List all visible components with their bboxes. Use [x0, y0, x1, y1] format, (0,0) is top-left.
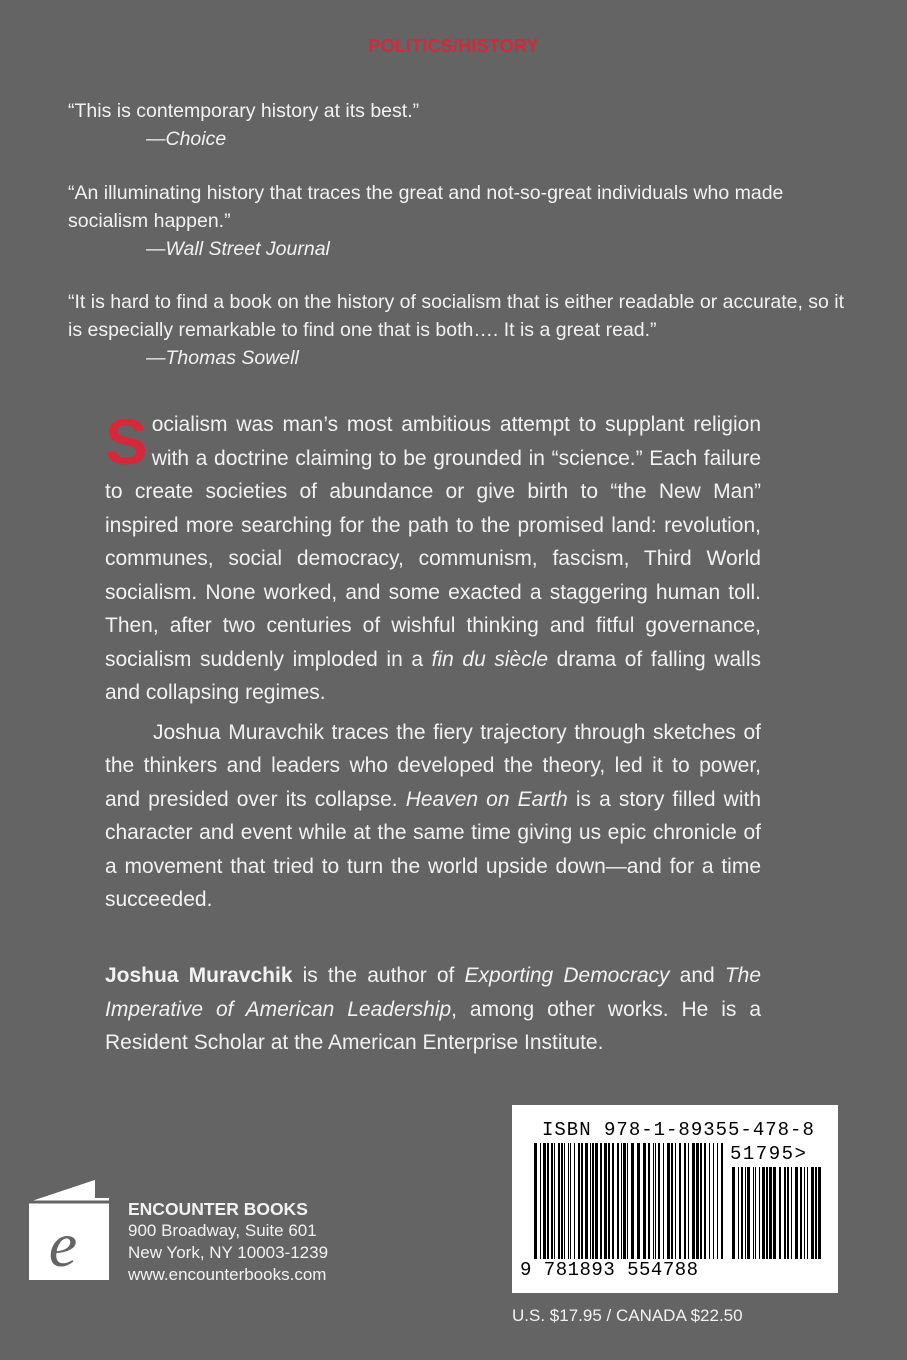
quote-text: “An illuminating history that traces the great and not-so-great individuals who made socialism happen.”	[68, 182, 784, 232]
quote-source-name: Wall Street Journal	[165, 238, 330, 260]
addon-barcode	[730, 1167, 826, 1259]
quote-source	[68, 125, 848, 153]
svg-text:e: e	[48, 1209, 78, 1280]
book-title-italic: Heaven on Earth	[405, 787, 568, 811]
bio-text: is the author of	[292, 964, 465, 987]
book-title-italic: Exporting Democracy	[464, 964, 670, 987]
price-label: U.S. $17.95 / CANADA $22.50	[512, 1306, 743, 1325]
publisher-address-line2: New York, NY 10003-1239	[128, 1243, 329, 1262]
quote-dash: —	[146, 347, 166, 369]
review-quote	[68, 179, 848, 263]
ean-digits: 9 781893 554788	[520, 1259, 699, 1281]
book-description	[105, 408, 761, 917]
publisher-logo-icon	[29, 1180, 109, 1280]
publisher-logo	[29, 1180, 109, 1280]
quote-text: “This is contemporary history at its best.”	[68, 100, 420, 122]
quote-source-name: Choice	[165, 128, 227, 150]
quote-text: “It is hard to find a book on the history of socialism that is either readable or accurate, so it is especially remarkable to find one that is both…. It is a great read.”	[68, 291, 845, 341]
drop-cap: S	[105, 406, 148, 478]
description-paragraph	[105, 716, 761, 917]
author-bio	[105, 959, 761, 1060]
review-quote	[68, 97, 848, 153]
publisher-address-line1: 900 Broadway, Suite 601	[128, 1221, 317, 1240]
bio-text: and	[669, 964, 725, 987]
review-quote	[68, 288, 848, 372]
quote-source	[68, 235, 848, 263]
barcode-box	[512, 1105, 838, 1293]
price-addon-code: 51795>	[730, 1143, 808, 1165]
quote-source	[68, 344, 848, 372]
description-text: ocialism was man’s most ambitious attempt to supplant religion with a doctrine claiming to be grounded in “science.” Each failure to create societies of abundance or give birth to “the New Man” inspired more searching for the path to the promised land: revolution, communes, social democracy, communism, fascism, Third World socialism. None worked, and some exacted a staggering human toll. Then, after two centuries of wishful thinking and fitful governance, socialism suddenly imploded in a	[105, 413, 761, 671]
quote-dash: —	[146, 128, 166, 150]
quote-dash: —	[146, 238, 166, 260]
bio-text: , among other works. He is a Resident Scholar at the American Enterprise Institute.	[105, 997, 762, 1054]
publisher-website[interactable]: www.encounterbooks.com	[128, 1265, 327, 1284]
description-italic: fin du siècle	[431, 647, 549, 671]
description-text: is a story filled with character and event while at the same time giving us epic chronicle of a movement that tried to turn the world upside down—and for a time succeeded.	[105, 787, 762, 911]
description-text: drama of falling walls and collapsing regimes.	[105, 647, 762, 704]
publisher-name: ENCOUNTER BOOKS	[128, 1199, 308, 1219]
quote-source-name: Thomas Sowell	[165, 347, 299, 369]
category-label: POLITICS/HISTORY	[368, 36, 539, 56]
publisher-info	[128, 1198, 328, 1286]
description-paragraph	[105, 408, 761, 710]
book-title-italic: The Imperative of American Leadership	[105, 964, 761, 1021]
author-name: Joshua Muravchik	[105, 964, 293, 987]
ean-barcode	[532, 1143, 728, 1259]
isbn-number: ISBN 978-1-89355-478-8	[542, 1119, 815, 1141]
description-text: Joshua Muravchik traces the fiery trajectory through sketches of the thinkers and leaders who developed the theory, led it to power, and presided over its collapse.	[105, 720, 761, 811]
